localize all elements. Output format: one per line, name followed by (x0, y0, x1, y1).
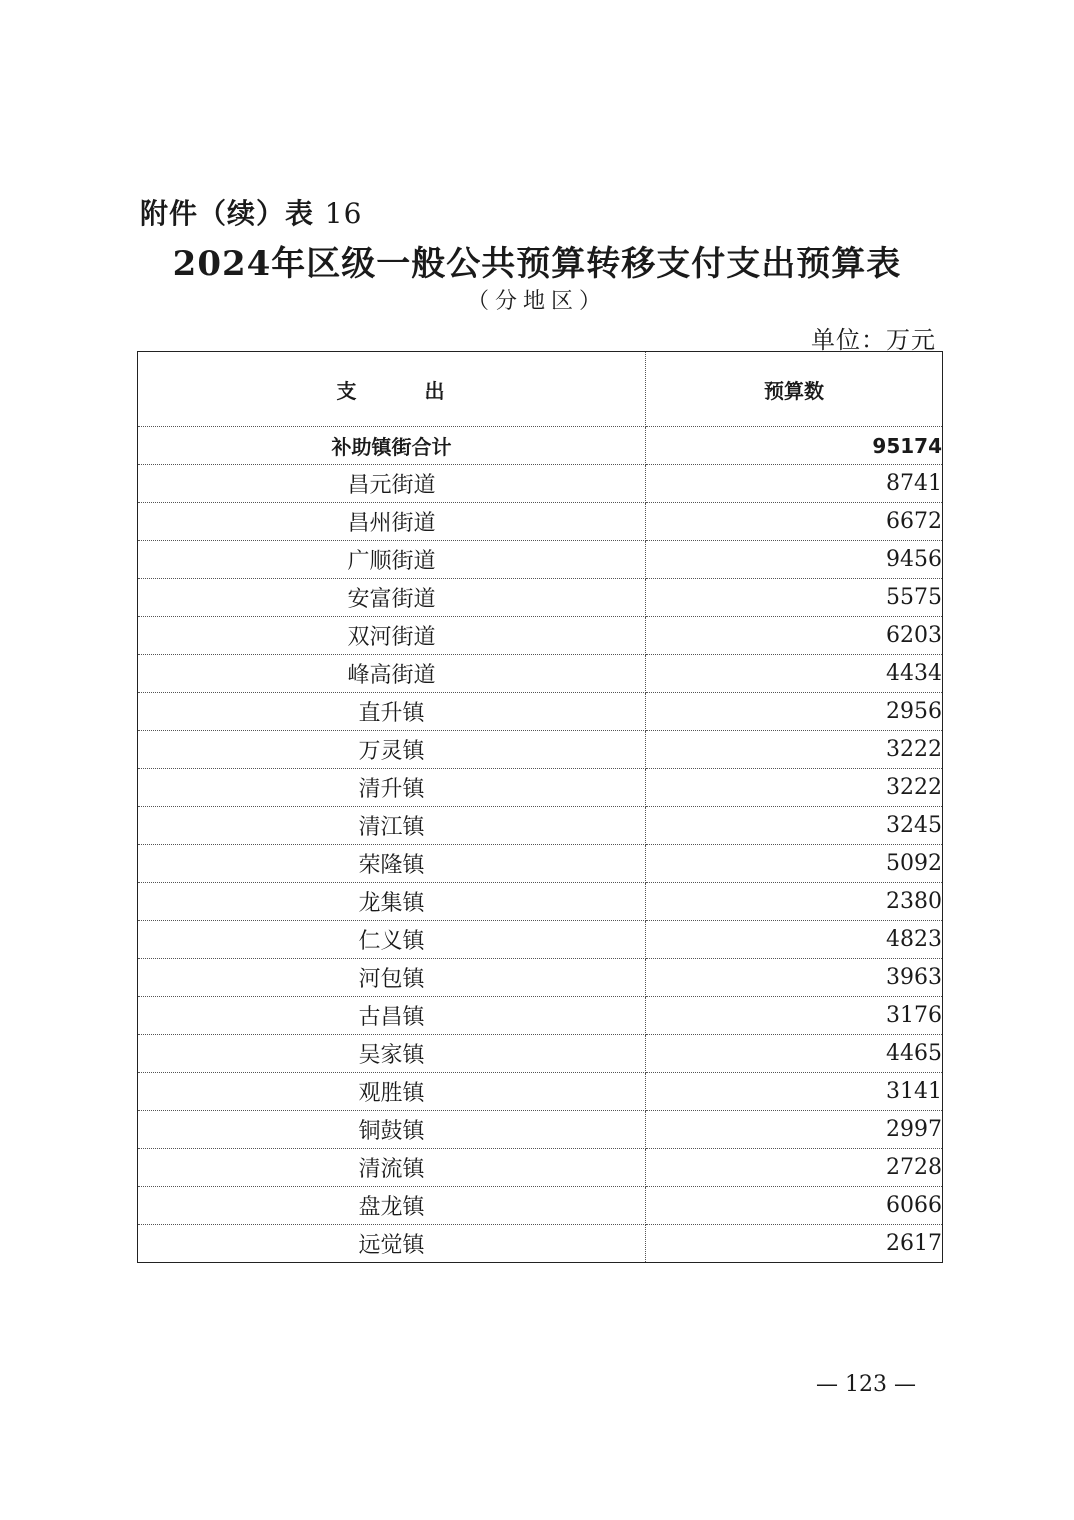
table-row (138, 1187, 943, 1225)
page-subtitle: （分地区） (466, 289, 607, 314)
table-row (138, 1225, 943, 1263)
row-region-name: 广顺街道 (138, 541, 646, 579)
total-value: 95174 (646, 427, 943, 465)
row-region-name: 清升镇 (138, 769, 646, 807)
page-title: 2024年区级一般公共预算转移支付支出预算表 (172, 244, 902, 284)
page-number (0, 1372, 1074, 1397)
table-row (138, 807, 943, 845)
row-budget-value: 8741 (646, 465, 943, 503)
row-region-name: 清江镇 (138, 807, 646, 845)
row-region-name: 仁义镇 (138, 921, 646, 959)
column-header-expenditure: 支 出 (138, 352, 646, 427)
table-row (138, 617, 943, 655)
table-row (138, 1149, 943, 1187)
budget-table (137, 351, 943, 1263)
row-region-name: 古昌镇 (138, 997, 646, 1035)
table-row (138, 503, 943, 541)
row-region-name: 龙集镇 (138, 883, 646, 921)
row-budget-value: 4434 (646, 655, 943, 693)
table-row (138, 655, 943, 693)
table-row (138, 997, 943, 1035)
row-budget-value: 3222 (646, 731, 943, 769)
table-row (138, 845, 943, 883)
row-region-name: 铜鼓镇 (138, 1111, 646, 1149)
row-budget-value: 6203 (646, 617, 943, 655)
attachment-label (140, 192, 362, 232)
row-budget-value: 3963 (646, 959, 943, 997)
row-region-name: 观胜镇 (138, 1073, 646, 1111)
table-row (138, 921, 943, 959)
table-row (138, 1073, 943, 1111)
table-row (138, 579, 943, 617)
row-region-name: 峰高街道 (138, 655, 646, 693)
row-budget-value: 2997 (646, 1111, 943, 1149)
unit-label: 单位：万元 (811, 326, 936, 354)
row-budget-value: 5092 (646, 845, 943, 883)
row-budget-value: 4823 (646, 921, 943, 959)
table-row (138, 769, 943, 807)
row-budget-value: 6672 (646, 503, 943, 541)
row-region-name: 荣隆镇 (138, 845, 646, 883)
row-budget-value: 6066 (646, 1187, 943, 1225)
table-row (138, 1111, 943, 1149)
row-region-name: 昌元街道 (138, 465, 646, 503)
row-budget-value: 3176 (646, 997, 943, 1035)
row-budget-value: 3245 (646, 807, 943, 845)
row-region-name: 河包镇 (138, 959, 646, 997)
row-region-name: 直升镇 (138, 693, 646, 731)
row-budget-value: 5575 (646, 579, 943, 617)
row-region-name: 清流镇 (138, 1149, 646, 1187)
row-budget-value: 2380 (646, 883, 943, 921)
row-budget-value: 3222 (646, 769, 943, 807)
row-budget-value: 4465 (646, 1035, 943, 1073)
row-region-name: 吴家镇 (138, 1035, 646, 1073)
column-header-budget: 预算数 (646, 352, 943, 427)
row-region-name: 盘龙镇 (138, 1187, 646, 1225)
row-budget-value: 3141 (646, 1073, 943, 1111)
table-row (138, 959, 943, 997)
total-name: 补助镇街合计 (138, 427, 646, 465)
table-row (138, 731, 943, 769)
attachment-label-text: 附件（续）表 (140, 197, 315, 230)
table-row (138, 693, 943, 731)
row-region-name: 安富街道 (138, 579, 646, 617)
row-budget-value: 2956 (646, 693, 943, 731)
row-budget-value: 2728 (646, 1149, 943, 1187)
row-region-name: 双河街道 (138, 617, 646, 655)
table-row (138, 1035, 943, 1073)
total-row (138, 427, 943, 465)
row-region-name: 远觉镇 (138, 1225, 646, 1263)
table-row (138, 465, 943, 503)
page-number-text: — 123 — (816, 1372, 916, 1397)
table-row (138, 541, 943, 579)
attachment-number: 16 (324, 197, 363, 230)
table-row (138, 883, 943, 921)
row-region-name: 万灵镇 (138, 731, 646, 769)
table-header-row (138, 352, 943, 427)
row-budget-value: 9456 (646, 541, 943, 579)
row-region-name: 昌州街道 (138, 503, 646, 541)
row-budget-value: 2617 (646, 1225, 943, 1263)
